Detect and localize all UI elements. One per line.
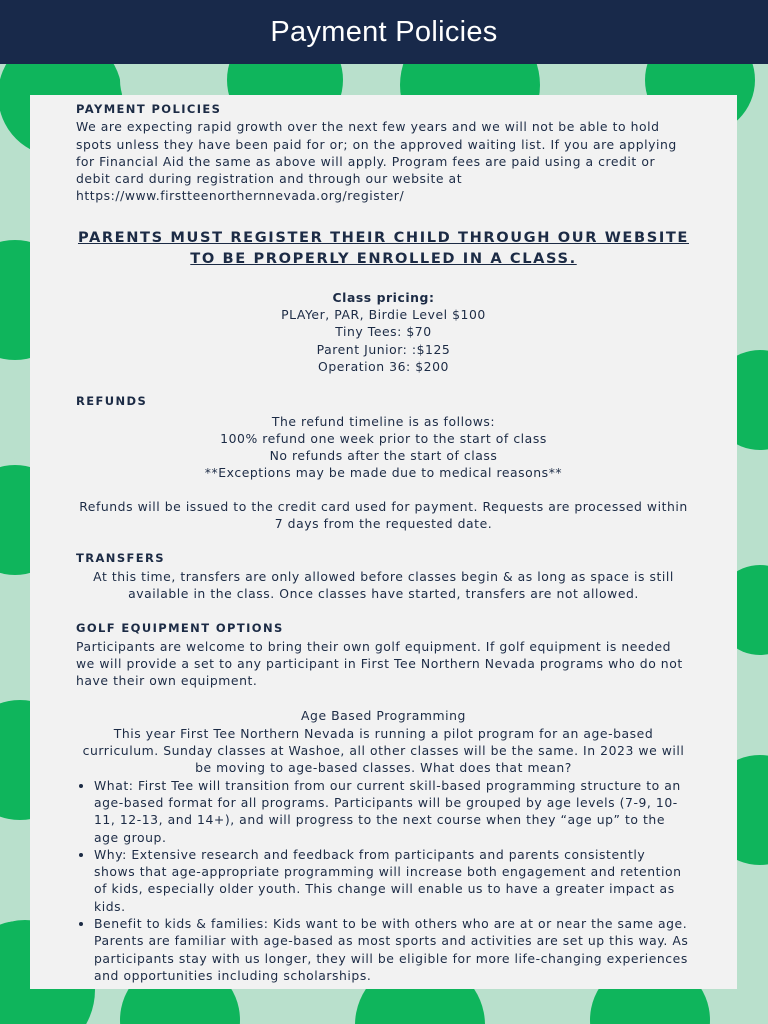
equipment-body: Participants are welcome to bring their own golf equipment. If golf equipment is needed we will provide a set to any participant in First Tee Northern Nevada programs who do not have their own equipment. [76,638,683,689]
transfers-heading: TRANSFERS [76,551,165,566]
payment-section [76,101,691,269]
policy-card [30,95,737,989]
pricing-item: Operation 36: $200 [318,358,449,374]
refund-line: 100% refund one week prior to the start of class [220,430,547,446]
list-item: • Benefit to kids & families: Kids want to be with others who are at or near the same age. Parents are familiar with age-based as most sports and activities are set up this way. As participants stay with us longer, they will be eligible for more life-changing experiences and opportunities including scholarships. [94,915,691,984]
refunds-heading: REFUNDS [76,394,148,409]
transfers-body: At this time, transfers are only allowed before classes begin & as long as space is still available in the class. Once classes have started, transfers are not allowed. [93,568,674,601]
refund-line: No refunds after the start of class [269,448,498,464]
pricing-item: PLAYer, PAR, Birdie Level $100 [281,307,486,323]
page-title: Payment Policies [270,15,498,48]
list-item: • Why: Extensive research and feedback from participants and parents consistently shows that age-appropriate programming will increase both engagement and retention of kids, especially older youth. This change will enable us to have a greater impact as kids. [94,846,691,915]
age-section [76,707,691,984]
transfers-section [76,550,691,602]
page-header [0,0,768,64]
equipment-heading: GOLF EQUIPMENT OPTIONS [76,621,284,636]
age-bullets [76,777,691,985]
pricing-item: Parent Junior: :$125 [316,341,451,357]
refund-line: **Exceptions may be made due to medical reasons** [204,465,563,481]
age-intro: This year First Tee Northern Nevada is running a pilot program for an age-based curriculum. Sunday classes at Washoe, all other classes will be the same. In 2023 we will be moving to age-based classes. What does that mean? [82,725,685,776]
age-heading: Age Based Programming [301,708,466,724]
refund-line: The refund timeline is as follows: [271,413,496,429]
refund-note: Refunds will be issued to the credit card used for payment. Requests are processed within 7 days from the requested date. [79,498,688,532]
payment-heading: PAYMENT POLICIES [76,102,222,116]
equipment-section [76,620,691,689]
register-notice: PARENTS MUST REGISTER THEIR CHILD THROUGH OUR WEBSITE TO BE PROPERLY ENROLLED IN A CLASS. [77,228,689,267]
payment-body: We are expecting rapid growth over the next few years and we will not be able to hold spots unless they have been paid for or; on the approved waiting list. If you are applying for Financial Aid the same as above will apply. Program fees are paid using a credit or debit card during registration and through our website at https://www.firstteenorthernnevada.org/register/ [76,119,677,204]
pricing-heading: Class pricing: [332,289,435,305]
list-item: • What: First Tee will transition from our current skill-based programming structure to an age-based format for all programs. Participants will be grouped by age levels (7-9, 10-11, 12-13, and 14+), and will progress to the next course when they “age up” to the age group. [94,777,691,846]
pricing-item: Tiny Tees: $70 [335,324,432,340]
refunds-section [76,393,691,532]
pricing-section [76,289,691,375]
